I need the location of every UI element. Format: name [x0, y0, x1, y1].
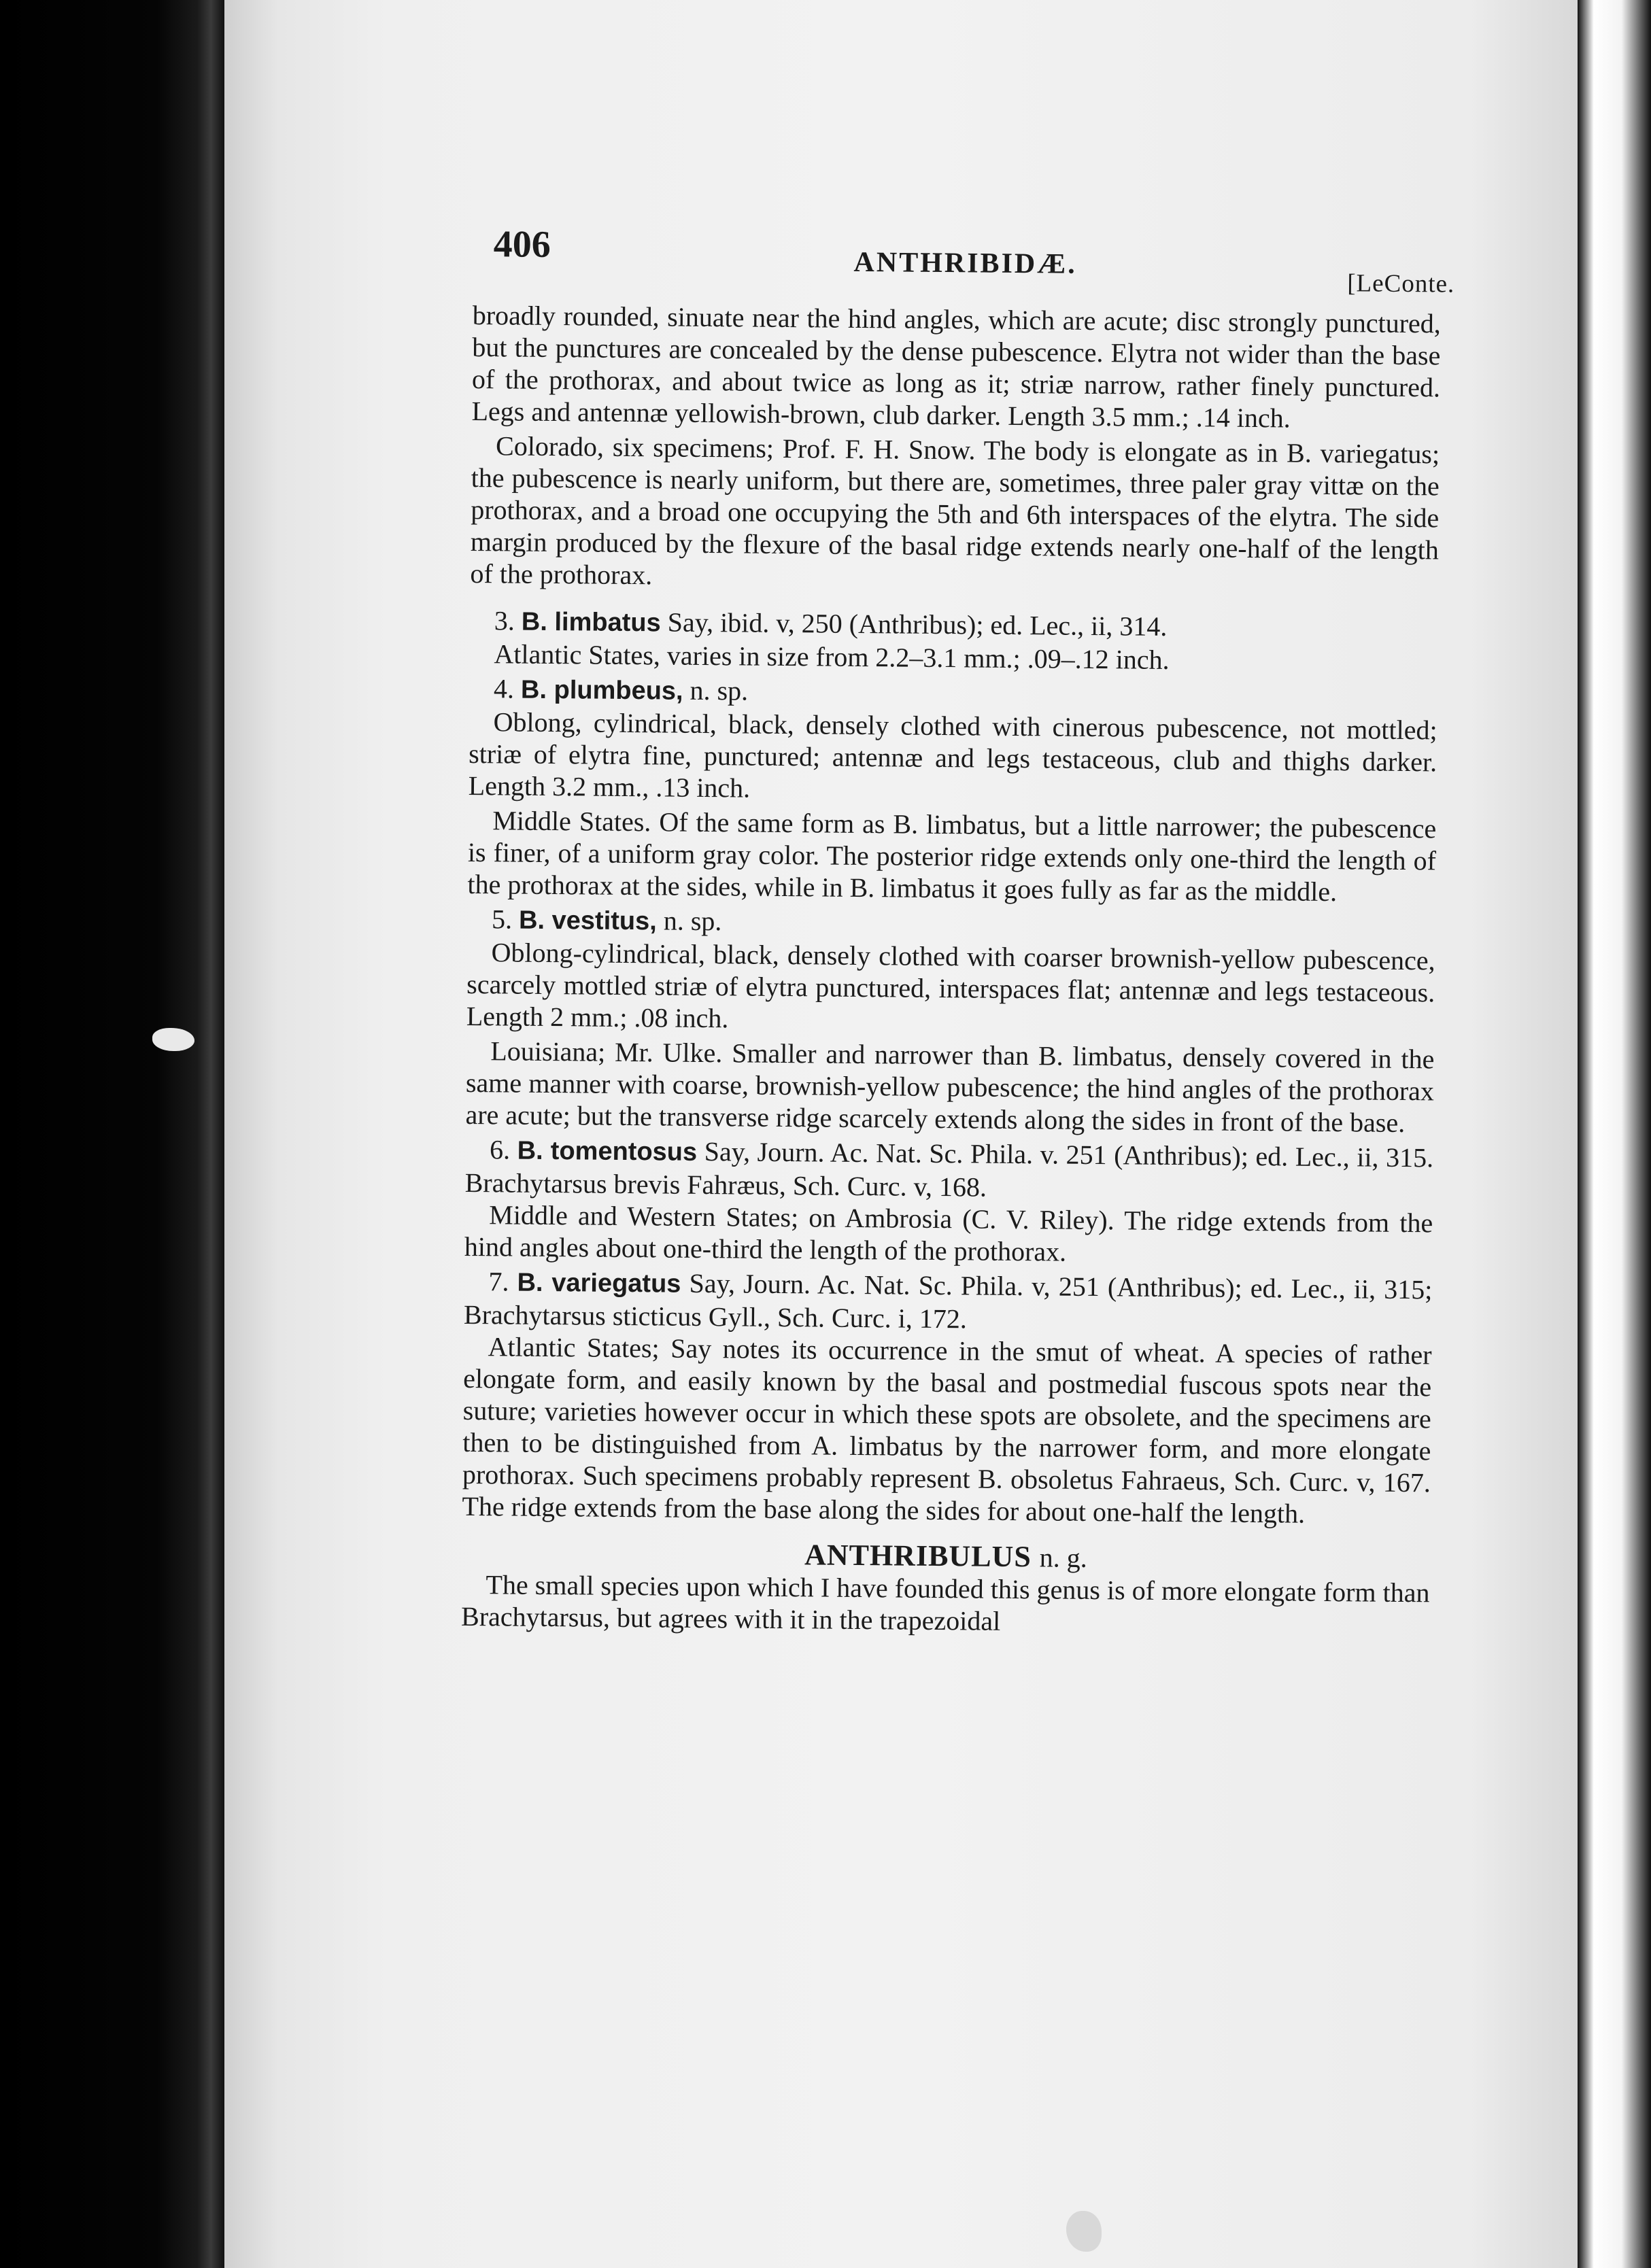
- species-reference: n. sp.: [690, 674, 749, 706]
- paragraph-colorado: Colorado, six specimens; Prof. F. H. Snow. The body is elongate as in B. variegatus; the pubescence is nearly uniform, but there are, sometimes, three paler gray vittæ on the prothorax, and a broad one occupying the 5th and 6th interspaces of the elytra. The side margin produced by the flexure of the basal ridge extends nearly one-half of the length of the prothorax.: [470, 430, 1440, 591]
- species-body: Middle and Western States; on Ambrosia (C. V. Riley). The ridge extends from the hind angles about one-third the length of the prothorax.: [464, 1199, 1433, 1267]
- paragraph-continued: broadly rounded, sinuate near the hind angles, which are acute; disc strongly punctured, but the punctures are concealed by the dense pubescence. Elytra not wider than the base of the prothorax, and about twice as long as it; striæ narrow, rather finely punctured. Legs and antennæ yellowish-brown, club darker. Length 3.5 mm.; .14 inch.: [471, 299, 1441, 434]
- species-body: Middle States. Of the same form as B. limbatus, but a little narrower; the pubescence is finer, of a uniform gray color. The posterior ridge extends only one-third the length of the prothorax at the sides, while in B. limbatus it goes fully as far as the middle.: [467, 805, 1437, 908]
- running-head: [473, 223, 1455, 307]
- running-author: [LeConte.: [1347, 269, 1455, 298]
- species-reference: n. sp.: [663, 905, 722, 937]
- page-blemish: [152, 1028, 194, 1051]
- species-name: B. vestitus,: [518, 906, 657, 936]
- species-number: 5.: [491, 904, 513, 935]
- species-reference: Say, ibid. v, 250 (Anthribus); ed. Lec., ii, 314.: [667, 606, 1168, 642]
- species-name: B. limbatus: [521, 607, 661, 638]
- species-body: Louisiana; Mr. Ulke. Smaller and narrower than B. limbatus, densely covered in the same manner with coarse, brownish-yellow pubescence; the hind angles of the prothorax are acute; but the transverse ridge scarcely extends along the sides in front of the base.: [465, 1035, 1435, 1139]
- species-description: Oblong-cylindrical, black, densely clothed with coarser brownish-yellow pubescence, scarcely mottled striæ of elytra punctured, interspaces flat; antennæ and legs testaceous. Length 2 mm.; .08 inch.: [466, 937, 1435, 1034]
- species-entry-6: [464, 1133, 1433, 1207]
- genus-body: The small species upon which I have founded this genus is of more elongate form than Brachytarsus, but agrees with it in the trapezoidal: [460, 1569, 1430, 1636]
- book-spine-shadow: [0, 0, 224, 2268]
- species-entry-7: [464, 1265, 1433, 1339]
- next-page-edge: [1578, 0, 1651, 2268]
- running-title: ANTHRIBIDÆ.: [853, 246, 1077, 280]
- genus-note: n. g.: [1039, 1542, 1087, 1573]
- species-reference: Say, Journ. Ac. Nat. Sc. Phila. v, 251 (Anthribus); ed. Lec., ii, 315; Brachytarsus sticticus Gyll., Sch. Curc. i, 172.: [463, 1267, 1433, 1335]
- species-number: 6.: [489, 1134, 511, 1165]
- species-name: B. plumbeus,: [520, 675, 683, 706]
- species-reference: Say, Journ. Ac. Nat. Sc. Phila. v. 251 (Anthribus); ed. Lec., ii, 315. Brachytarsus brevis Fahræus, Sch. Curc. v, 168.: [464, 1136, 1434, 1203]
- species-number: 4.: [493, 673, 515, 704]
- species-body: Atlantic States, varies in size from 2.2–3.1 mm.; .09–.12 inch.: [494, 638, 1170, 675]
- species-body: Atlantic States; Say notes its occurrence in the smut of wheat. A species of rather elongate form, and easily known by the basal and postmedial fuscous spots near the suture; varieties however occur in which these spots are obsolete, and the specimens are then to be distinguished from A. limbatus by the narrower form, and more elongate prothorax. Such specimens probably represent B. obsoletus Fahraeus, Sch. Curc. v, 167. The ridge extends from the base along the sides for about one-half the length.: [462, 1331, 1432, 1529]
- text-column: [460, 223, 1455, 1640]
- genus-name: ANTHRIBULUS: [804, 1538, 1032, 1574]
- species-name: B. tomentosus: [517, 1136, 698, 1167]
- page-number: 406: [493, 223, 551, 266]
- species-number: 7.: [488, 1266, 509, 1297]
- species-description: Oblong, cylindrical, black, densely clothed with cinerous pubescence, not mottled; striæ of elytra fine, punctured; antennæ and legs testaceous, club and thighs darker. Length 3.2 mm., .13 inch.: [468, 706, 1437, 804]
- species-name: B. variegatus: [517, 1268, 681, 1299]
- species-number: 3.: [494, 605, 515, 636]
